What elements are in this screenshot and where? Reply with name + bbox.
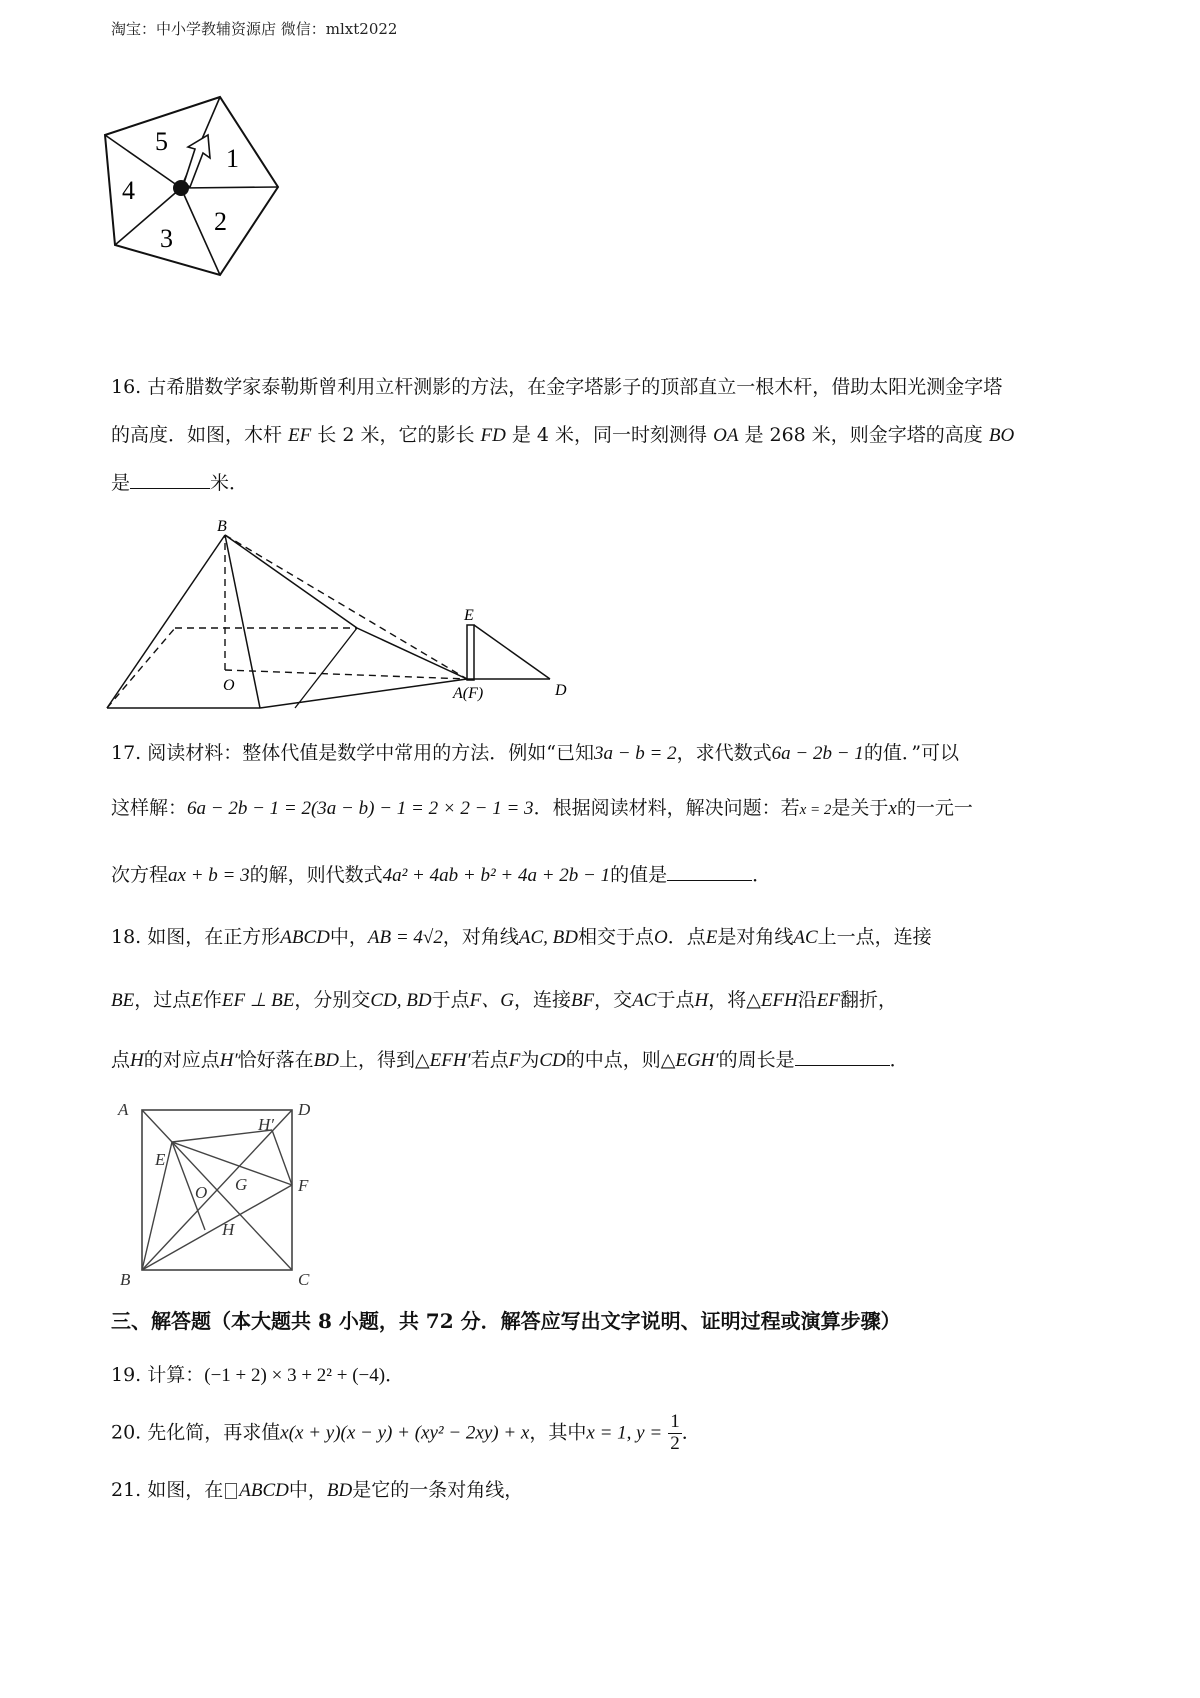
sector-label-2: 2 [214,207,227,236]
square-figure [110,1095,340,1285]
label-B: B [217,518,227,535]
label-E: E [464,607,474,624]
label-G: G [235,1175,248,1194]
page-header: 淘宝：中小学教辅资源店 微信：mlxt2022 [111,20,398,38]
q18-line2: BE，过点E作EF ⊥ BE，分别交CD, BD于点F、G，连接BF，交AC于点H，将△EFH沿EF翻折， [111,989,898,1011]
label-E: E [155,1150,166,1169]
label-B: B [120,1270,131,1285]
label-F: F [298,1176,309,1195]
label-O: O [195,1183,208,1202]
q19: 19. 计算：(−1 + 2) × 3 + 2² + (−4)． [111,1364,405,1386]
q17-line3: 次方程ax + b = 3的解，则代数式4a² + 4ab + b² + 4a + 2b − 1的值是 ． [111,860,771,887]
sector-label-5: 5 [155,127,168,156]
q16-line2: 的高度．如图，木杆 EF 长 2 米，它的影长 FD 是 4 米，同一时刻测得 OA 是 268 米，则金字塔的高度 BO [111,424,1015,446]
sector-label-1: 1 [226,144,239,173]
section-heading: 三、解答题（本大题共 8 小题，共 72 分．解答应写出文字说明、证明过程或演算步骤） [111,1309,901,1333]
answer-blank [795,1046,890,1066]
label-D: D [298,1100,311,1119]
answer-blank [667,861,752,881]
q21: 21. 如图，在 ABCD中，BD是它的一条对角线， [111,1479,524,1501]
q17-line1: 17. 阅读材料：整体代值是数学中常用的方法．例如“已知3a − b = 2，求代数式6a − 2b − 1的值．”可以 [111,742,960,764]
pyramid-figure [105,515,585,715]
q17-line2: 这样解：6a − 2b − 1 = 2(3a − b) − 1 = 2 × 2 − 1 = 3．根据阅读材料，解决问题：若x = 2是关于x的一元一 [111,797,973,819]
q16-line3: 是 米． [111,468,248,495]
label-A: A [118,1100,129,1119]
answer-blank [130,469,210,489]
q20: 20. 先化简，再求值x(x + y)(x − y) + (xy² − 2xy) + x，其中x = 1, y = $\frac{1}{2}$ ． [111,1411,701,1454]
fraction-one-half: $\frac{1}{2}$ [670,1411,680,1454]
label-Hp: H′ [258,1115,274,1134]
sector-label-4: 4 [122,176,135,205]
label-H: H [222,1220,235,1239]
q18-line1: 18. 如图，在正方形ABCD中，AB = 4√2，对角线AC, BD相交于点O．点E是对角线AC上一点，连接 [111,926,932,948]
label-O: O [223,677,235,694]
label-D: D [555,682,567,699]
sector-label-3: 3 [160,224,173,253]
spinner-figure [100,95,285,280]
q16-line1: 16. 古希腊数学家泰勒斯曾利用立杆测影的方法，在金字塔影子的顶部直立一根木杆，借助太阳光测金字塔 [111,376,1003,398]
label-AF: A(F) [453,685,484,702]
parallelogram-symbol-icon [225,1483,237,1499]
q18-line3: 点H的对应点H′恰好落在BD上，得到△EFH′若点F为CD的中点，则△EGH′的周长是 ． [111,1045,909,1072]
label-C: C [298,1270,310,1285]
